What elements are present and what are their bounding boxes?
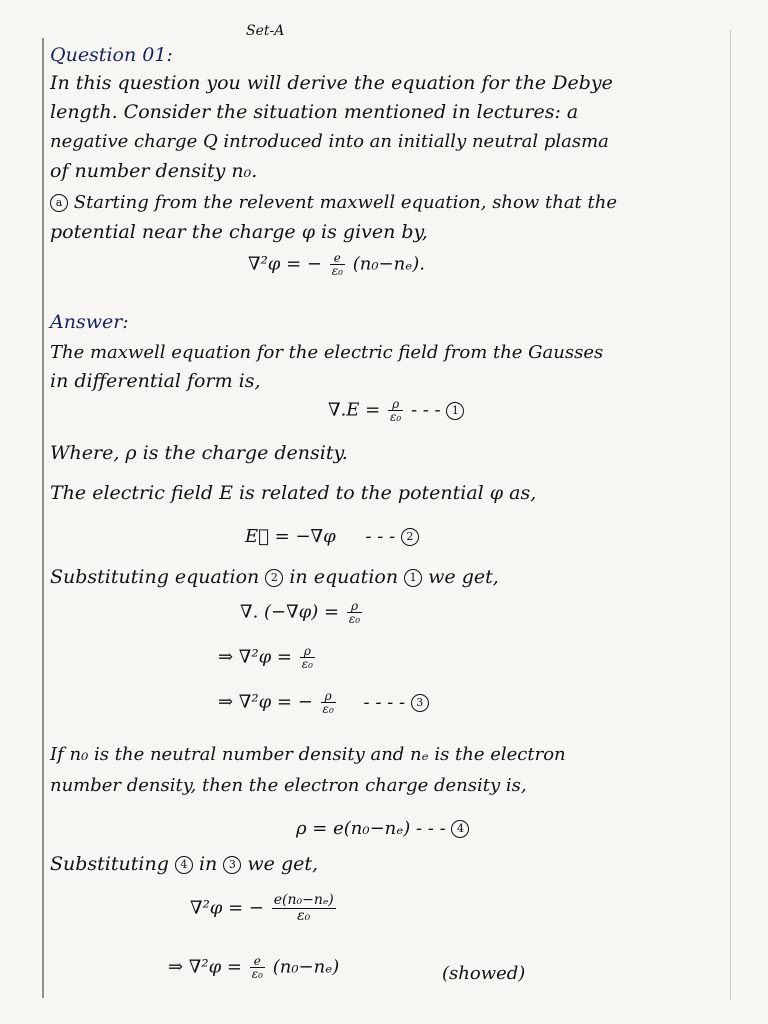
- eq6-fraction: [250, 955, 265, 980]
- target-eq-lhs: ∇²φ = −: [248, 253, 322, 275]
- target-eq-rhs: (n₀−nₑ).: [352, 253, 425, 275]
- eq3c-num: ρ: [321, 690, 336, 703]
- eq6-lhs: ⇒ ∇²φ =: [168, 956, 242, 978]
- line5-a: Substituting equation: [50, 566, 260, 588]
- equation-3b: [218, 645, 317, 670]
- line5-c: we get,: [428, 566, 499, 588]
- line8-ref-4: 4: [175, 856, 193, 874]
- target-eq-den: ε₀: [331, 264, 343, 278]
- eq1-lhs: ∇.E =: [328, 399, 381, 421]
- eq5-num: e(n₀−nₑ): [273, 892, 334, 908]
- equation-4: [296, 818, 469, 840]
- eq1-tag: 1: [446, 402, 464, 420]
- page-edge-line: [730, 30, 731, 1000]
- eq6-den: ε₀: [251, 967, 263, 981]
- target-eq-num: e: [330, 252, 345, 265]
- line5-ref-2: 2: [265, 569, 283, 587]
- line8-c: we get,: [247, 853, 319, 875]
- question-line-1: In this question you will derive the equation for the Debye: [50, 72, 613, 94]
- eq2-tag: 2: [401, 528, 419, 546]
- showed-note: (showed): [442, 963, 526, 984]
- eq4-dashes: - - -: [416, 818, 446, 839]
- eq2-dashes: - - -: [365, 526, 396, 547]
- equation-5: [190, 893, 338, 924]
- eq4-tag: 4: [451, 820, 469, 838]
- answer-line-2: in differential form is,: [50, 370, 261, 392]
- answer-line-8: [50, 853, 318, 875]
- eq4-body: ρ = e(n₀−nₑ): [296, 818, 411, 839]
- line8-b: in: [198, 853, 218, 875]
- eq3a-fraction: [347, 600, 362, 625]
- eq3c-tag: 3: [411, 694, 429, 712]
- target-equation: [248, 252, 425, 277]
- equation-3a: [240, 600, 364, 625]
- part-a-line-2: potential near the charge φ is given by,: [50, 221, 428, 243]
- answer-line-4: The electric field E is related to the potential φ as,: [50, 482, 537, 504]
- eq1-num: ρ: [388, 398, 403, 411]
- line5-b: in equation: [289, 566, 399, 588]
- question-title: Question 01:: [50, 44, 173, 66]
- eq6-num: e: [250, 955, 265, 968]
- answer-title: Answer:: [50, 311, 129, 333]
- eq1-dashes: - - -: [410, 399, 441, 421]
- part-a-line-1: [50, 192, 617, 214]
- question-line-2: length. Consider the situation mentioned in lectures: a: [50, 101, 579, 123]
- eq3c-lhs: ⇒ ∇²φ = −: [218, 691, 313, 713]
- part-a-marker: a: [50, 194, 68, 212]
- eq6-rhs: (n₀−nₑ): [272, 956, 340, 978]
- equation-1: [328, 398, 464, 423]
- line8-ref-3: 3: [223, 856, 241, 874]
- eq3c-dashes: - - - -: [363, 691, 406, 713]
- eq1-den: ε₀: [389, 410, 402, 424]
- eq5-lhs: ∇²φ = −: [190, 897, 264, 919]
- line5-ref-1: 1: [404, 569, 422, 587]
- answer-line-1: The maxwell equation for the electric field from the Gausses: [50, 342, 604, 363]
- line8-a: Substituting: [50, 853, 169, 875]
- eq3a-lhs: ∇. (−∇φ) =: [240, 601, 340, 623]
- answer-line-3: Where, ρ is the charge density.: [50, 442, 348, 464]
- set-label: Set-A: [246, 23, 285, 39]
- eq3c-den: ε₀: [322, 702, 334, 716]
- eq5-fraction: [272, 893, 336, 924]
- question-line-3: negative charge Q introduced into an initially neutral plasma: [50, 131, 609, 152]
- answer-line-7: number density, then the electron charge density is,: [50, 775, 527, 796]
- margin-line: [42, 38, 44, 998]
- eq1-fraction: [388, 398, 403, 423]
- equation-6: [168, 955, 339, 980]
- part-a-text-1: Starting from the relevent maxwell equation, show that the: [73, 192, 617, 213]
- eq3a-num: ρ: [347, 600, 362, 613]
- eq3b-lhs: ⇒ ∇²φ =: [218, 646, 292, 668]
- eq3a-den: ε₀: [348, 612, 361, 626]
- target-eq-fraction: [330, 252, 345, 277]
- equation-3c: [218, 690, 429, 715]
- answer-line-5: [50, 566, 499, 588]
- eq3b-den: ε₀: [301, 657, 313, 671]
- eq3c-fraction: [321, 690, 336, 715]
- answer-line-6: If n₀ is the neutral number density and nₑ is the electron: [50, 744, 566, 765]
- eq3b-num: ρ: [300, 645, 315, 658]
- eq2-body: E⃗ = −∇φ: [245, 526, 336, 547]
- eq5-den: ε₀: [297, 908, 311, 924]
- equation-2: [245, 526, 419, 548]
- question-line-4: of number density n₀.: [50, 160, 258, 182]
- eq3b-fraction: [300, 645, 315, 670]
